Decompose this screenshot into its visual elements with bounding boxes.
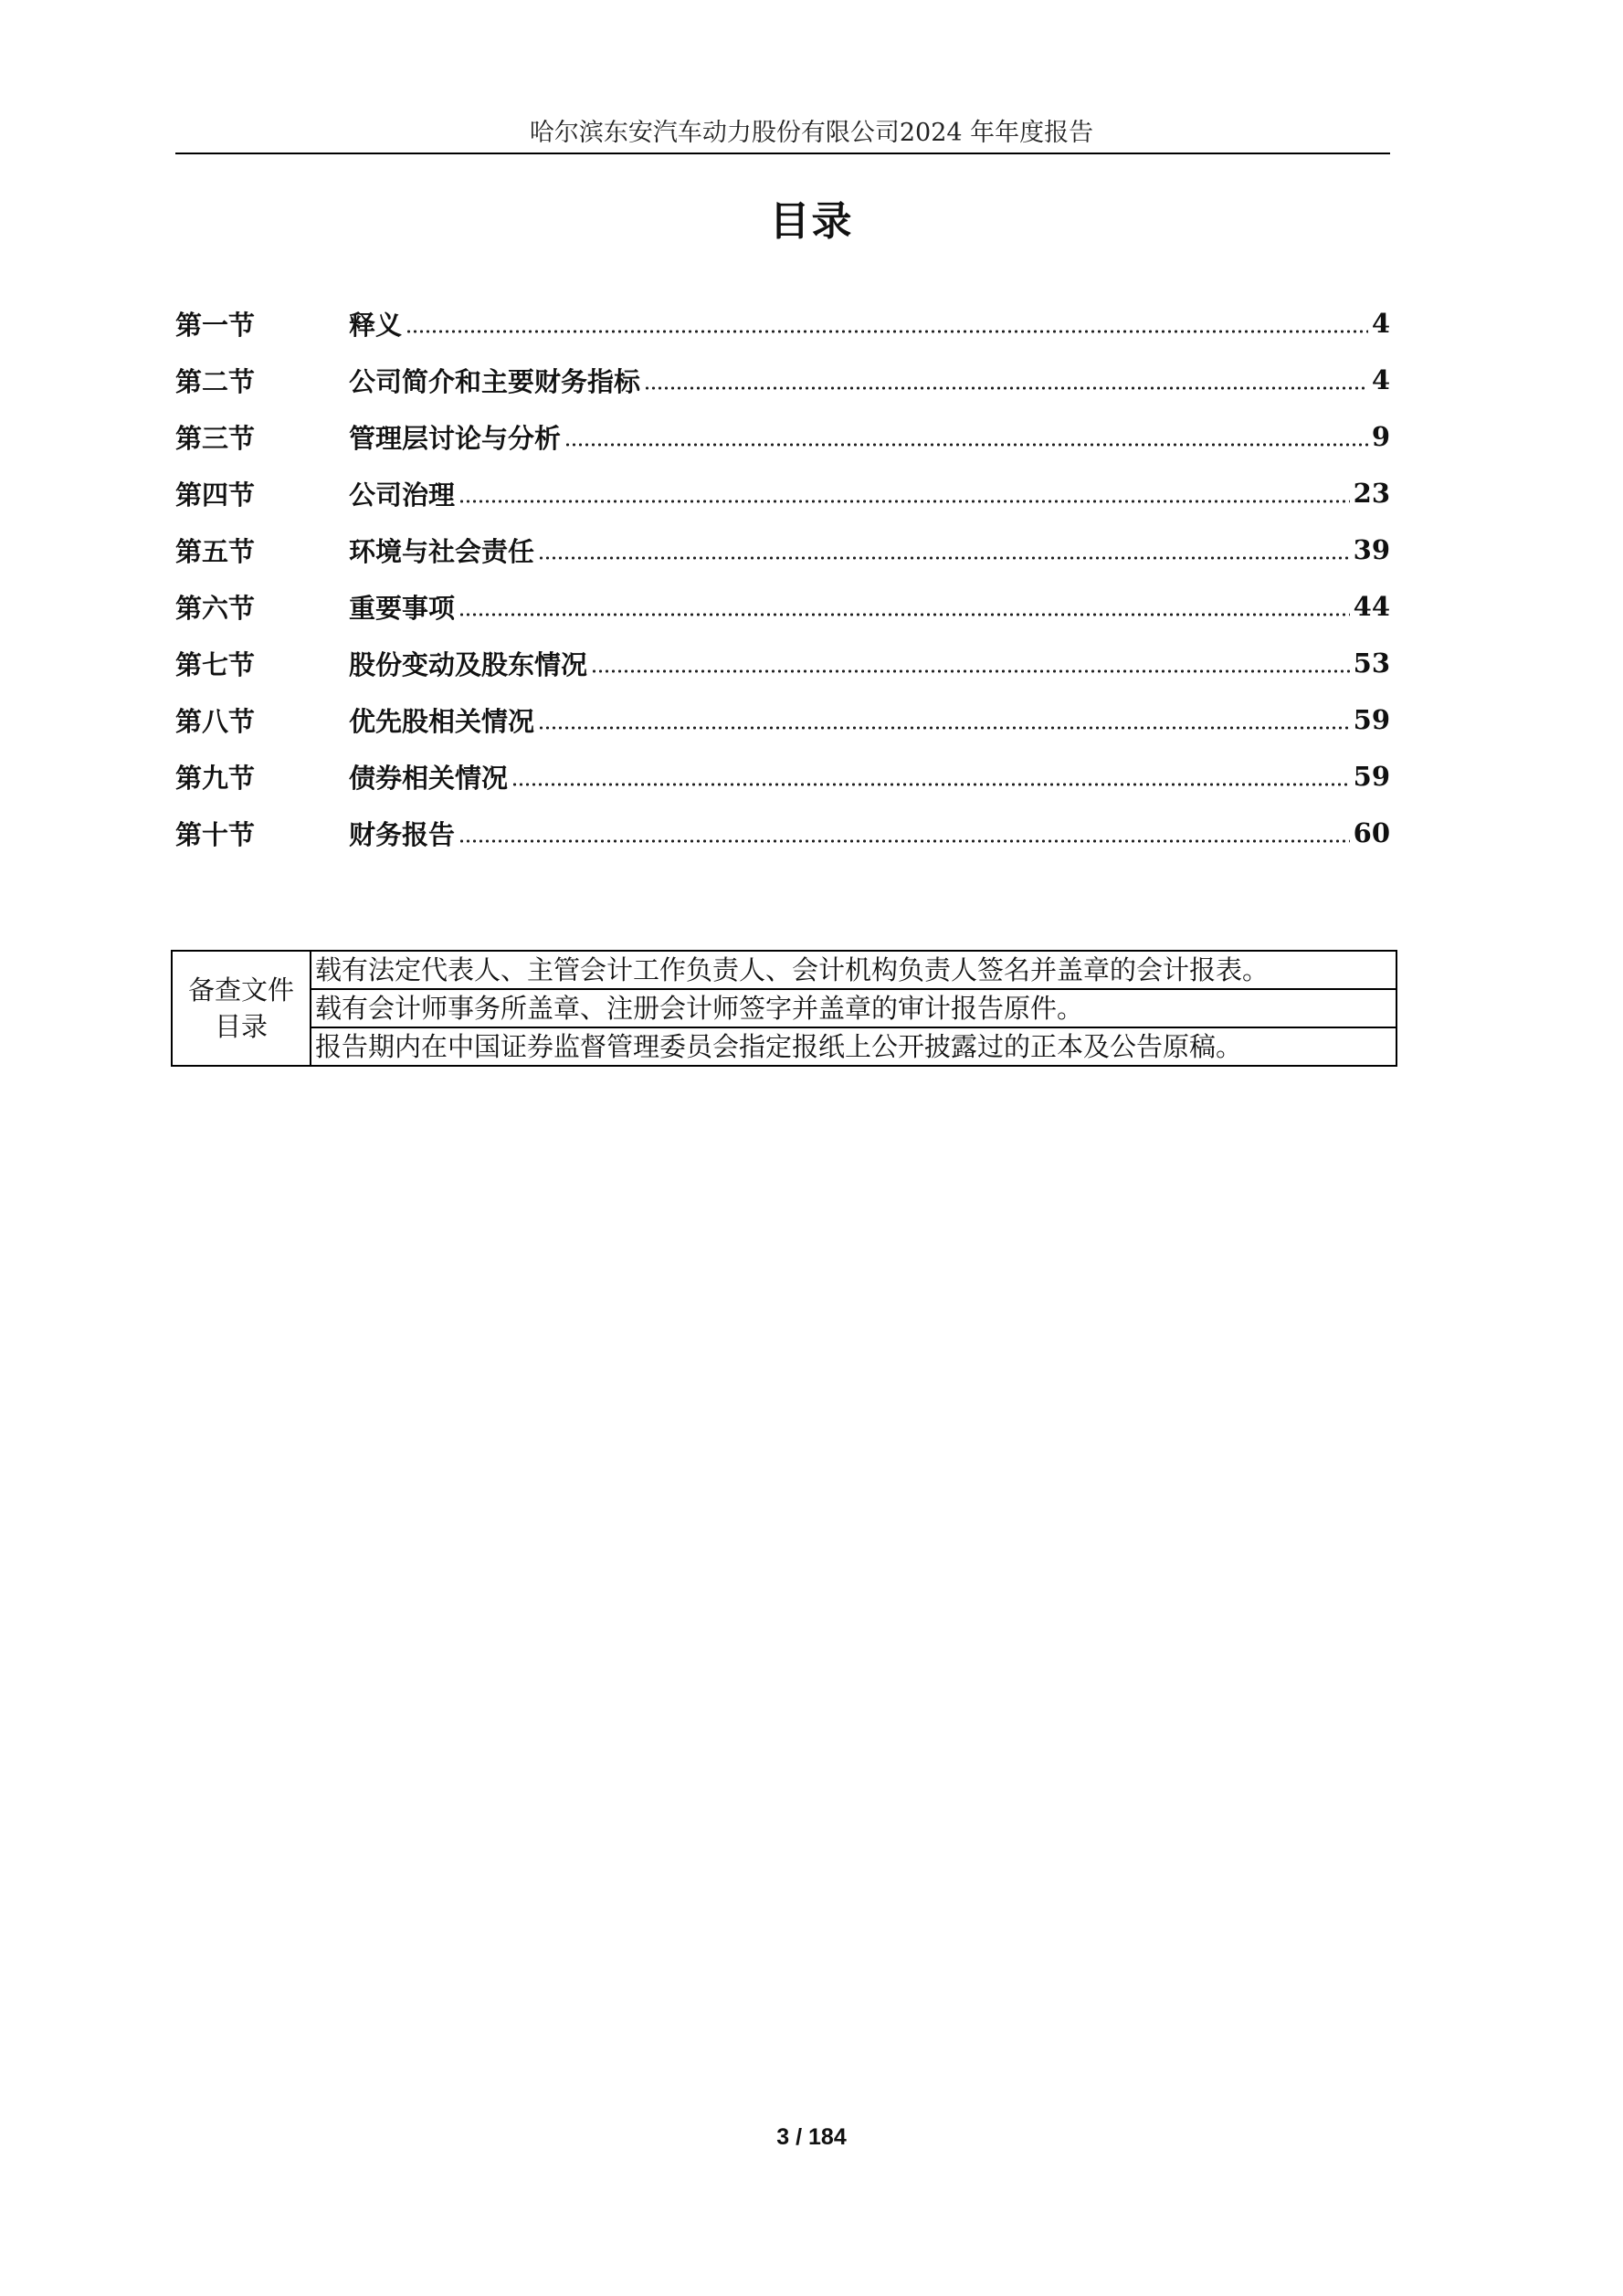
reference-doc-item: 载有会计师事务所盖章、注册会计师签字并盖章的审计报告原件。 <box>311 989 1396 1027</box>
toc-section-number: 第三节 <box>175 422 256 454</box>
table-row <box>172 1027 1396 1066</box>
report-header-title: 哈尔滨东安汽车动力股份有限公司2024 年年度报告 <box>529 119 1094 147</box>
toc-leader-dots <box>644 386 1368 390</box>
page-number-indicator: 3 / 184 <box>776 2124 847 2150</box>
toc-page-number: 4 <box>1371 364 1390 395</box>
reference-docs-label <box>172 951 311 1066</box>
toc-entry-5[interactable] <box>175 521 1390 578</box>
toc-page-number: 23 <box>1353 478 1390 509</box>
toc-entry-4[interactable] <box>175 465 1390 521</box>
toc-entry-10[interactable] <box>175 805 1390 861</box>
toc-section-name: 释义 <box>349 309 403 341</box>
toc-leader-dots <box>591 669 1350 673</box>
toc-page-number: 4 <box>1371 308 1390 339</box>
reference-docs-label-line1: 备查文件 <box>187 974 294 1006</box>
toc-page-number: 53 <box>1353 648 1390 679</box>
toc-leader-dots <box>406 330 1368 333</box>
toc-section-name: 公司治理 <box>349 479 456 511</box>
toc-leader-dots <box>538 556 1350 560</box>
toc-entry-9[interactable] <box>175 748 1390 805</box>
toc-section-number: 第十节 <box>175 818 256 850</box>
toc-leader-dots <box>564 443 1368 447</box>
toc-section-name: 重要事项 <box>349 592 456 624</box>
header-divider <box>175 153 1390 154</box>
toc-entry-8[interactable] <box>175 691 1390 748</box>
toc-entry-1[interactable] <box>175 295 1390 352</box>
toc-page-number: 60 <box>1353 817 1390 848</box>
toc-page-number: 9 <box>1371 421 1390 452</box>
reference-docs-label-line2: 目录 <box>214 1011 268 1042</box>
toc-title: 目录 <box>769 198 854 245</box>
table-of-contents <box>175 295 1390 861</box>
toc-section-number: 第六节 <box>175 592 256 624</box>
table-row <box>172 951 1396 989</box>
toc-section-name: 股份变动及股东情况 <box>349 648 588 680</box>
toc-entry-3[interactable] <box>175 408 1390 465</box>
toc-section-name: 公司简介和主要财务指标 <box>349 365 641 397</box>
toc-section-number: 第一节 <box>175 309 256 341</box>
reference-doc-item: 报告期内在中国证券监督管理委员会指定报纸上公开披露过的正本及公告原稿。 <box>311 1027 1396 1066</box>
toc-section-name: 债券相关情况 <box>349 762 509 794</box>
toc-section-number: 第八节 <box>175 705 256 737</box>
toc-entry-2[interactable] <box>175 352 1390 408</box>
toc-section-number: 第五节 <box>175 535 256 567</box>
toc-section-number: 第四节 <box>175 479 256 511</box>
toc-section-name: 财务报告 <box>349 818 456 850</box>
toc-leader-dots <box>511 783 1350 786</box>
toc-section-name: 优先股相关情况 <box>349 705 535 737</box>
toc-page-number: 39 <box>1353 534 1390 565</box>
toc-leader-dots <box>458 839 1350 843</box>
toc-leader-dots <box>458 613 1350 616</box>
toc-section-number: 第九节 <box>175 762 256 794</box>
toc-leader-dots <box>458 500 1350 503</box>
reference-documents-table <box>171 950 1397 1067</box>
reference-doc-item: 载有法定代表人、主管会计工作负责人、会计机构负责人签名并盖章的会计报表。 <box>311 951 1396 989</box>
toc-entry-6[interactable] <box>175 578 1390 635</box>
toc-section-name: 管理层讨论与分析 <box>349 422 562 454</box>
toc-page-number: 44 <box>1353 591 1390 622</box>
toc-page-number: 59 <box>1353 704 1390 735</box>
toc-section-number: 第七节 <box>175 648 256 680</box>
toc-section-number: 第二节 <box>175 365 256 397</box>
table-row <box>172 989 1396 1027</box>
toc-section-name: 环境与社会责任 <box>349 535 535 567</box>
toc-page-number: 59 <box>1353 761 1390 792</box>
toc-leader-dots <box>538 726 1350 730</box>
toc-entry-7[interactable] <box>175 635 1390 691</box>
